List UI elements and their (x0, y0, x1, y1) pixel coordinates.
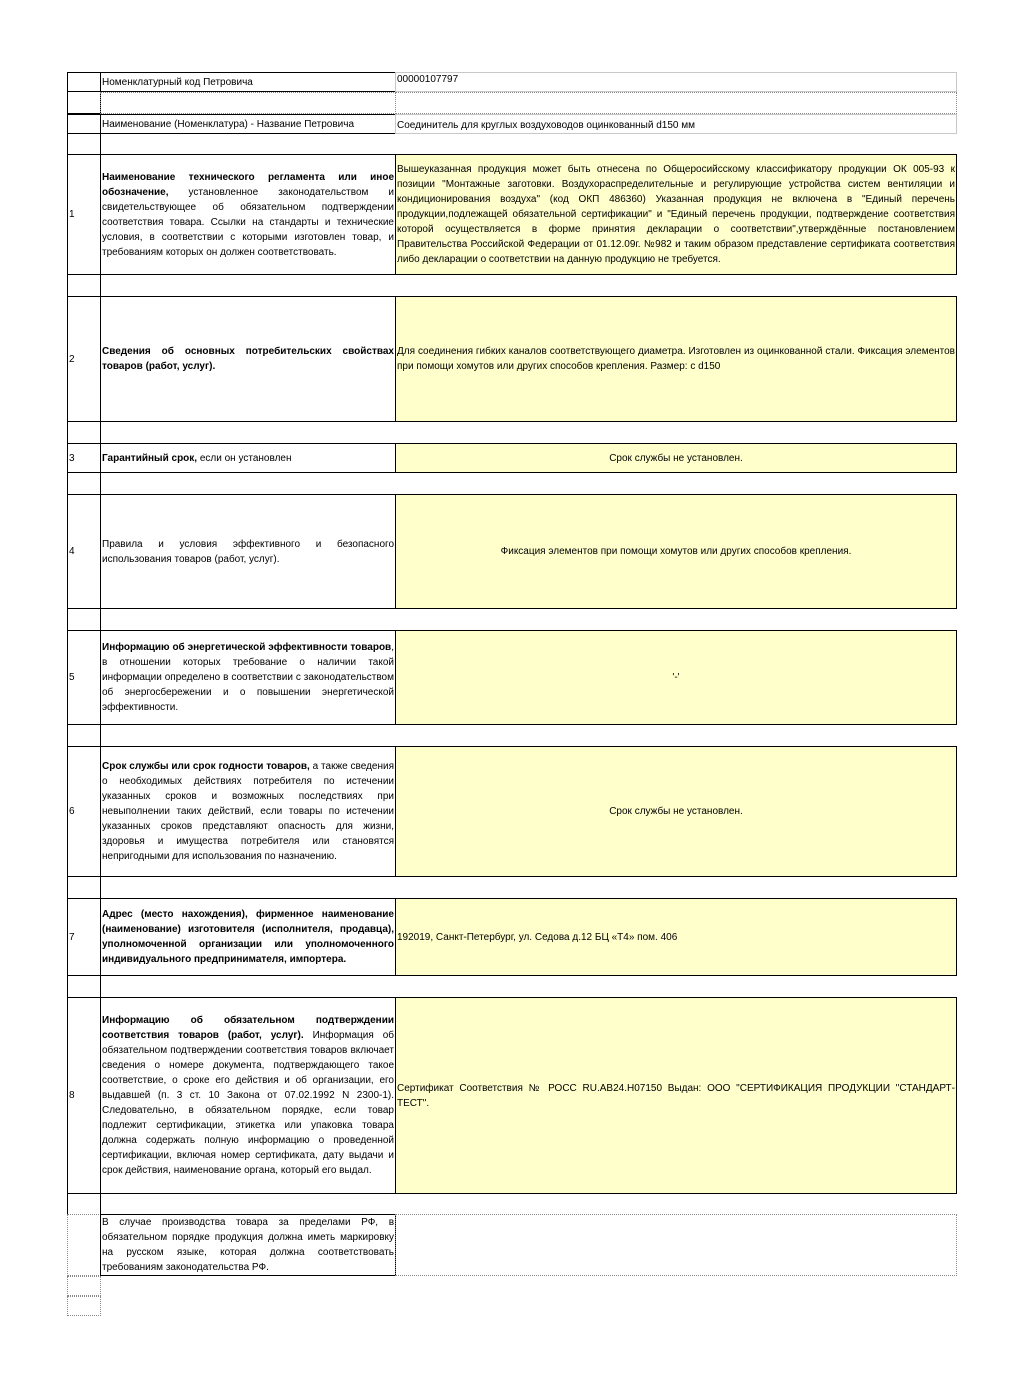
row-4-label (100, 494, 396, 609)
label-bold: Срок службы или срок годности товаров, (102, 761, 310, 772)
value-text: '-' (672, 672, 680, 683)
value-text: Вышеуказанная продукция может быть отнесена по Общеросийсскому классификатору продукции ОК 005-93 к позиции "Монтажные заготовки. Воздухораспределительные и регулирующие устройства систем вентиляции и кондиционирования воздуха" (код ОКП 486360) Указанная продукция не включена в "Единый перечень продукции,подлежащей обязательной сертификации" и "Единый перечень продукции, подтверждение соответствия которой осуществляется в форме принятия декларации о соответствии",утверждённые постановлением Правительства Российской Федерации от 01.12.09г. №982 и таким образом представление сертификата соответствия либо декларации о соответствии на данную продукцию не требуется. (397, 164, 955, 265)
spacer-row (395, 92, 957, 114)
spacer-num (67, 134, 101, 154)
row-7-label (100, 898, 396, 976)
row-6-label (100, 746, 396, 877)
spacer-num (67, 725, 101, 746)
row-8-num (67, 997, 101, 1194)
empty-cell (67, 1276, 101, 1296)
spacer-num (67, 473, 101, 494)
row-8-value (395, 997, 957, 1194)
footer-num (67, 1214, 101, 1276)
code-value: 00000107797 (397, 74, 459, 85)
row-6-num (67, 746, 101, 877)
row-number: 8 (69, 1090, 75, 1101)
name-value: Соединитель для круглых воздуховодов оцинкованный d150 мм (397, 120, 695, 131)
value-text: Срок службы не установлен. (609, 806, 743, 817)
name-label: Наименование (Номенклатура) - Название Петровича (102, 118, 355, 130)
label-bold: Адрес (место нахождения), фирменное наименование (наименование) изготовителя (исполнителя, продавца), уполномоченной организации или уполномоченного индивидуального предпринимателя, импортера. (102, 909, 394, 965)
value-text: Сертификат Соответствия № РОСС RU.АВ24.Н07150 Выдан: ООО "СЕРТИФИКАЦИЯ ПРОДУКЦИИ "СТАНДАРТ-ТЕСТ". (397, 1082, 955, 1109)
value-text: Для соединения гибких каналов соответствующего диаметра. Изготовлен из оцинкованной стали. Фиксация элементов при помощи хомутов или других способов крепления. Размер: с d150 (397, 346, 955, 372)
row-5-value (395, 630, 957, 725)
label-text: Правила и условия эффективного и безопасного использования товаров (работ, услуг). (102, 538, 394, 565)
label-text: установленное законодательством и свидетельствующее об обязательном подтверждении соответствия товара. Ссылки на стандарты и технические условия, в соответствии с которыми изготовлен товар, и требованиям которых он должен соответствовать. (102, 186, 394, 258)
footer-note-cell (100, 1214, 396, 1276)
value-text: 192019, Санкт-Петербург, ул. Седова д.12 БЦ «Т4» пом. 406 (397, 931, 678, 943)
spacer-num (67, 1194, 101, 1214)
footer-note: В случае производства товара за пределами РФ, в обязательном порядке продукция должна иметь маркировку на русском языке, которая должна соответствовать требованиям законодательства РФ. (102, 1217, 394, 1273)
row-1-value (395, 154, 957, 275)
value-text: Фиксация элементов при помощи хомутов или других способов крепления. (500, 546, 852, 557)
label-text: если он установлен (197, 452, 292, 464)
code-label-cell (100, 72, 396, 92)
empty-cell (67, 1296, 101, 1316)
row-number: 3 (69, 452, 75, 464)
row-3-label (100, 443, 396, 473)
row-number: 5 (69, 672, 75, 683)
row-4-num (67, 494, 101, 609)
name-row-num (67, 114, 101, 134)
row-number: 2 (69, 353, 75, 365)
row-3-num (67, 443, 101, 473)
spacer-num (67, 976, 101, 997)
spacer-num (67, 275, 101, 296)
code-label: Номенклатурный код Петровича (102, 76, 253, 88)
label-bold: Сведения об основных потребительских свойствах товаров (работ, услуг). (102, 346, 394, 372)
row-2-num (67, 296, 101, 422)
code-value-cell (395, 72, 957, 92)
spacer-num (67, 92, 101, 114)
value-text: Срок службы не установлен. (609, 452, 743, 464)
name-label-cell (100, 114, 396, 134)
label-bold: Наименование технического регламента или иное обозначение, (102, 171, 394, 198)
row-3-value (395, 443, 957, 473)
code-row-num (67, 72, 101, 92)
spacer-num (67, 422, 101, 443)
spacer-num (67, 877, 101, 898)
label-text: а также сведения о необходимых действиях потребителя по истечении указанных сроков и возможных последствиях при невыполнении таких действий, если товары по истечении указанных сроков представляют опасность для жизни, здоровья и имущества потребителя или становятся непригодными для использования по назначению. (102, 761, 394, 862)
row-8-label (100, 997, 396, 1194)
row-2-value (395, 296, 957, 422)
row-number: 1 (69, 209, 75, 220)
row-number: 4 (69, 546, 75, 557)
label-text: , в отношении которых требование о наличии такой информации определено в соответствии с законодательством об энергосбережении и о повышении энергетической эффективности. (102, 642, 394, 713)
row-1-num (67, 154, 101, 275)
label-text: Информация об обязательном подтверждении соответствия товаров включает сведения о номере документа, подтверждающего такое соответствие, о сроке его действия и об организации, его выдавшей (п. 3 ст. 10 Закона от 07.02.1992 N 2300-1). Следовательно, в обязательном порядке, если товар подлежит сертификации, этикетка или упаковка товара должна содержать полную информацию о проведенной сертификации, включая номер сертификата, дату выдачи и срок действия, наименование органа, который его выдал. (102, 1030, 394, 1176)
label-bold: Информацию об энергетической эффективности товаров (102, 642, 392, 653)
row-number: 6 (69, 806, 75, 817)
row-2-label (100, 296, 396, 422)
label-bold: Гарантийный срок, (102, 452, 198, 464)
spacer-num (67, 609, 101, 630)
row-5-num (67, 630, 101, 725)
name-value-cell (395, 114, 957, 134)
footer-value-cell (395, 1214, 957, 1276)
row-7-num (67, 898, 101, 976)
row-7-value (395, 898, 957, 976)
label-bold: Информацию об обязательном подтверждении соответствия товаров (работ, услуг). (102, 1015, 394, 1041)
row-4-value (395, 494, 957, 609)
row-number: 7 (69, 931, 75, 943)
row-5-label (100, 630, 396, 725)
row-6-value (395, 746, 957, 877)
spacer-row (100, 92, 396, 114)
row-1-label (100, 154, 396, 275)
